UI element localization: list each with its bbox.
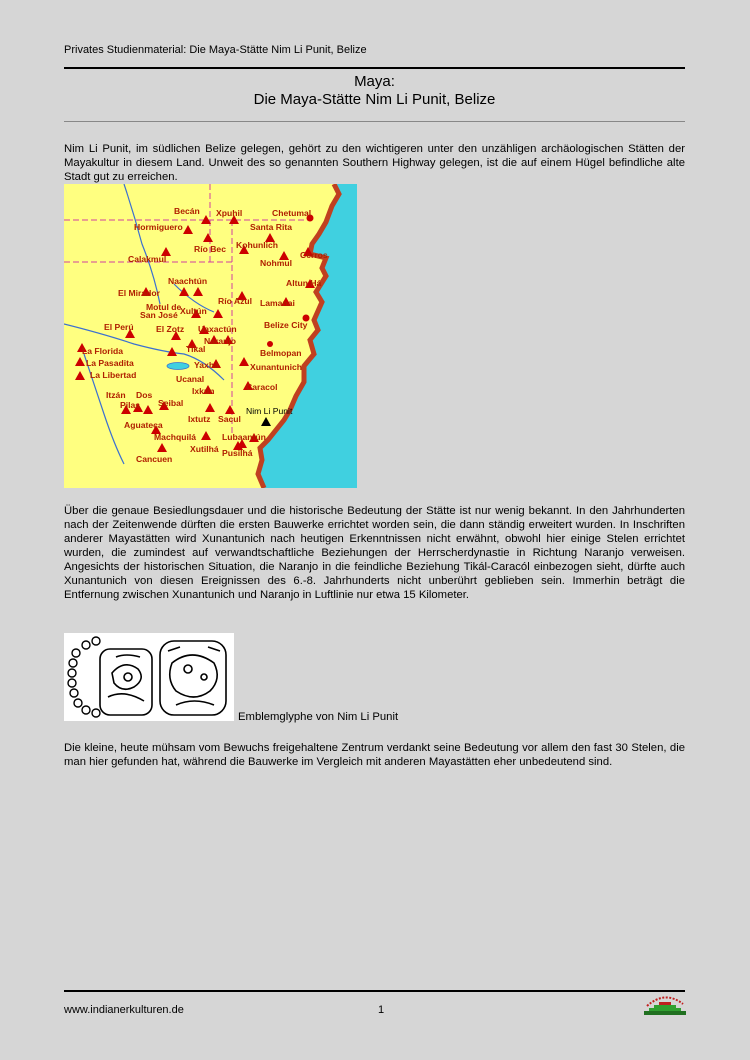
glyph-caption: Emblemglyphe von Nim Li Punit [238, 711, 399, 723]
map-label: Río Azul [218, 296, 253, 306]
map-label: Xutilhá [190, 444, 219, 454]
map-label: Becán [174, 206, 200, 216]
paragraph-1: Nim Li Punit, im südlichen Belize gelegen, gehört zu den wichtigeren unter den unzähligen archäologischen Stätten der Mayakultur in diesem Land. Unweit des so genannten Southern Highway gelegen, ist die auf einem Hügel befindliche alte Stadt gut zu erreichen. [64, 143, 685, 183]
title-line-2: Die Maya-Stätte Nim Li Punit, Belize [253, 91, 496, 108]
map-label: Lubaantún [222, 432, 266, 442]
map-label: Calakmul [128, 254, 167, 264]
map-label: Ixtutz [188, 414, 211, 424]
map-label: El Zotz [156, 324, 185, 334]
page-title [64, 73, 685, 109]
map-label: Kohunlich [236, 240, 279, 250]
map-label: Xultún [180, 306, 207, 316]
glyph-beads [68, 637, 100, 717]
map-lake-peten-itza [167, 363, 189, 370]
map-label: Xpuhil [216, 208, 243, 218]
header-rule [64, 67, 685, 69]
map-label: Ucanal [176, 374, 205, 384]
map-label: Altun Há [286, 278, 322, 288]
map-label: El Perú [104, 322, 134, 332]
map-label: Belize City [264, 320, 308, 330]
title-rule [64, 121, 685, 122]
title-line-1: Maya: [354, 73, 395, 90]
map-label: Río Bec [194, 244, 226, 254]
map-label: Uaxactún [198, 324, 237, 334]
map-label: Pusilhá [222, 448, 253, 458]
map-label: La Florida [82, 346, 124, 356]
map-label: Caracol [246, 382, 278, 392]
map-label: Belmopan [260, 348, 302, 358]
map-label: Xunantunich [250, 362, 303, 372]
map-label: Dos [136, 390, 153, 400]
footer-website: www.indianerkulturen.de [64, 1004, 184, 1016]
glyph-right-block [160, 641, 226, 715]
map-label: Itzán [106, 390, 126, 400]
map-label: Sacul [218, 414, 241, 424]
map-label: Machquilá [154, 432, 197, 442]
map-label: Santa Rita [250, 222, 293, 232]
map-label: Hormiguero [134, 222, 183, 232]
map-label: El Mirador [118, 288, 161, 298]
paragraph-3: Die kleine, heute mühsam vom Bewuchs freigehaltene Zentrum verdankt seine Bedeutung vor allem den fast 30 Stelen, die man hier gefunden hat, während die Bauwerke im Vergleich mit anderen Mayastätten eher unbedeutend sind. [64, 742, 685, 768]
map-label: Motul de [146, 302, 182, 312]
map-label: Lamanai [260, 298, 295, 308]
footer-rule [64, 990, 685, 992]
map-label: Cerros [300, 250, 328, 260]
map-label: Naachtún [168, 276, 208, 286]
emblem-glyph-image [64, 633, 234, 721]
map-label: Naranjo [204, 336, 236, 346]
map-label: Chetumal [272, 208, 312, 218]
map-label: Seibal [158, 398, 184, 408]
map-label: La Libertad [90, 370, 137, 380]
map-label: La Pasadita [86, 358, 134, 368]
paragraph-2: Über die genaue Besiedlungsdauer und die historische Bedeutung der Stätte ist nur wenig bekannt. In den Jahrhunderten nach der Zeitenwende dürften die ersten Bauwerke errichtet worden sein, die dann ständig erweitert wurden. In Inschriften anderer Mayastätten wird Xunantunich nach heutigen Erkenntnissen nicht erwähnt, obwohl hier einige Stelen errichtet wurden, die zumindest auf verwandtschaftliche Beziehungen der Herrscherdynastie in Richtung Naranjo verweisen. Angesichts der historischen Situation, die Naranjo in die feindliche Beziehung Tikál-Caracól einbezogen sieht, dürfte auch Xunantunich von diesen Ereignissen des 6.-8. Jahrhunderts nicht unberührt geblieben sein. Immerhin beträgt die Entfernung zwischen Xunantunich und Naranjo in Luftlinie nur etwa 15 Kilometer. [64, 505, 685, 601]
page-number: 1 [378, 1004, 385, 1016]
header-text: Privates Studienmaterial: Die Maya-Stätte Nim Li Punit, Belize [64, 44, 367, 56]
pyramid-logo-icon [643, 994, 687, 1016]
map-label: Yaxhá [194, 360, 219, 370]
map-label: Nim Li Punit [246, 406, 293, 416]
maya-sites-map [64, 184, 357, 488]
map-label: Cancuen [136, 454, 173, 464]
map-label: San José [140, 310, 178, 320]
map-label: Ixkún [192, 386, 215, 396]
glyph-left-block [100, 649, 152, 715]
map-label: Pilas [120, 400, 141, 410]
map-label: Nohmul [260, 258, 292, 268]
map-label: Aguateca [124, 420, 163, 430]
map-label: Tikal [186, 344, 206, 354]
